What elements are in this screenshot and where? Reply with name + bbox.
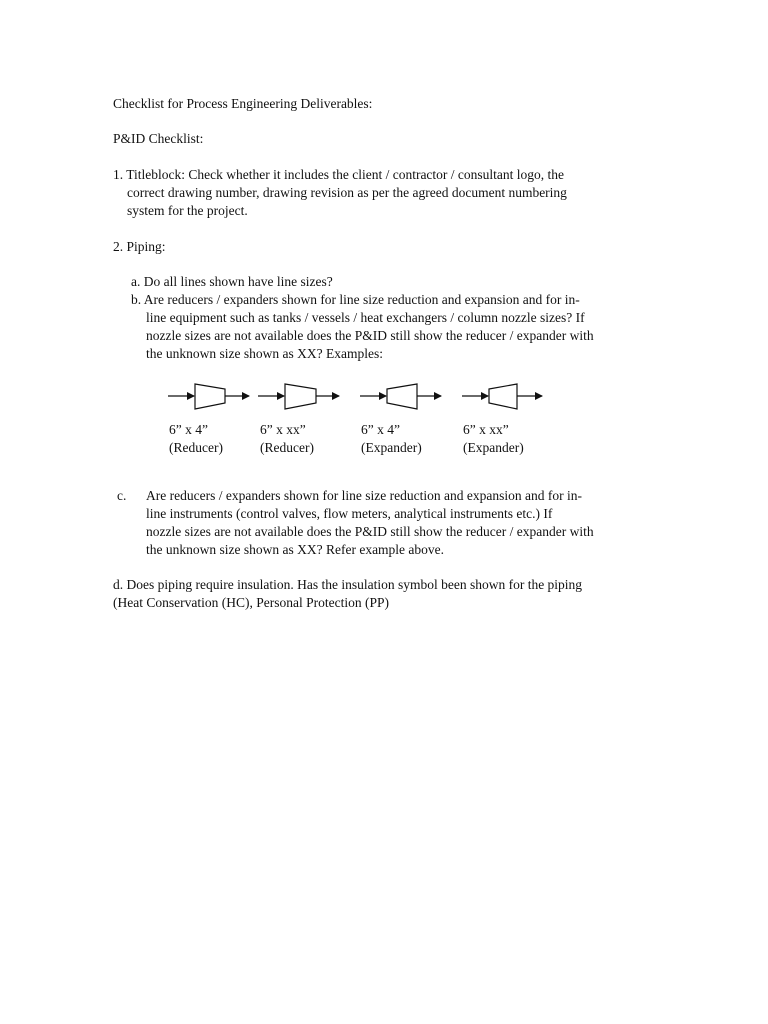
item2c-line: line instruments (control valves, flow meters, analytical instruments etc.) If — [146, 506, 553, 521]
example-size-label: 6” x xx” — [463, 422, 509, 437]
example-kind-label: (Expander) — [463, 440, 524, 455]
example-kind-label: (Expander) — [361, 440, 422, 455]
item2c-line: Are reducers / expanders shown for line size reduction and expansion and for in- — [146, 488, 582, 503]
example-size-label: 6” x 4” — [169, 422, 208, 437]
reducer-symbol — [258, 384, 339, 409]
item1-line: system for the project. — [127, 203, 248, 218]
reducer-symbol — [168, 384, 249, 409]
example-size-label: 6” x 4” — [361, 422, 400, 437]
document-subtitle: P&ID Checklist: — [113, 131, 204, 146]
item1-line: correct drawing number, drawing revision as per the agreed document numbering — [127, 185, 567, 200]
item2b-line: line equipment such as tanks / vessels / heat exchangers / column nozzle sizes? If — [146, 310, 585, 325]
example-size-label: 6” x xx” — [260, 422, 306, 437]
example-kind-label: (Reducer) — [260, 440, 314, 455]
item2d-line: d. Does piping require insulation. Has the insulation symbol been shown for the piping — [113, 577, 583, 592]
item1-line: 1. Titleblock: Check whether it includes the client / contractor / consultant logo, the — [113, 167, 565, 182]
item2-heading: 2. Piping: — [113, 239, 166, 254]
item2b-line: nozzle sizes are not available does the P&ID still show the reducer / expander with — [146, 328, 594, 343]
item2d-line: (Heat Conservation (HC), Personal Protection (PP) — [113, 595, 389, 610]
item2c-line: the unknown size shown as XX? Refer example above. — [146, 542, 445, 557]
item2c-marker: c. — [117, 488, 127, 503]
example-kind-label: (Reducer) — [169, 440, 223, 455]
item2b-line: the unknown size shown as XX? Examples: — [146, 346, 383, 361]
expander-symbol — [360, 384, 441, 409]
item2b-line: b. Are reducers / expanders shown for line size reduction and expansion and for in- — [131, 292, 580, 307]
expander-symbol — [462, 384, 542, 409]
item2a-line: a. Do all lines shown have line sizes? — [131, 274, 333, 289]
document-title: Checklist for Process Engineering Deliverables: — [113, 96, 373, 111]
item2c-line: nozzle sizes are not available does the P&ID still show the reducer / expander with — [146, 524, 594, 539]
